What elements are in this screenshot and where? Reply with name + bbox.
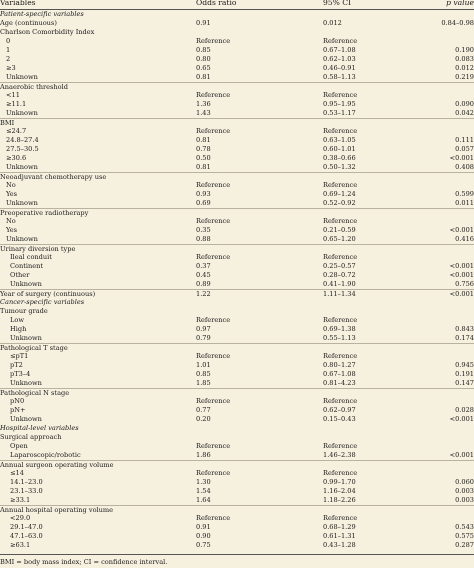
odds-ratio-cell: 1.64 bbox=[196, 496, 211, 504]
header-odds-ratio: Odds ratio bbox=[196, 0, 237, 7]
odds-ratio-cell: 0.37 bbox=[196, 262, 211, 270]
row-label: Unknown bbox=[6, 199, 38, 207]
row-label: Continent bbox=[10, 262, 44, 270]
table-row bbox=[0, 136, 474, 145]
row-label: Charlson Comorbidity Index bbox=[0, 28, 95, 36]
odds-ratio-cell: Reference bbox=[196, 127, 231, 135]
table-row bbox=[0, 235, 474, 244]
ci-cell: 0.28–0.72 bbox=[323, 271, 356, 279]
table-row bbox=[0, 262, 474, 271]
p-value-cell: <0.001 bbox=[449, 451, 474, 459]
table-row bbox=[0, 109, 474, 118]
p-value-cell: 0.84–0.98 bbox=[441, 19, 474, 27]
odds-ratio-cell: 0.91 bbox=[196, 19, 211, 27]
row-label: 1 bbox=[6, 46, 11, 54]
p-value-cell: <0.001 bbox=[449, 262, 474, 270]
ci-cell: Reference bbox=[323, 514, 358, 522]
table-row bbox=[0, 46, 474, 55]
ci-cell: Reference bbox=[323, 352, 358, 360]
row-label: Preoperative radiotherapy bbox=[0, 209, 89, 217]
row-label: Year of surgery (continuous) bbox=[0, 290, 96, 298]
ci-cell: Reference bbox=[323, 253, 358, 261]
row-label: Unknown bbox=[6, 73, 38, 81]
ci-cell: 0.62–1.03 bbox=[323, 55, 356, 63]
table-row bbox=[0, 541, 474, 550]
odds-ratio-cell: 0.89 bbox=[196, 280, 211, 288]
table-row bbox=[0, 154, 474, 163]
row-label: ≥11.1 bbox=[6, 100, 27, 108]
odds-ratio-cell: 1.22 bbox=[196, 290, 211, 298]
table-row bbox=[0, 424, 474, 433]
table-row bbox=[0, 316, 474, 325]
ci-cell: 0.69–1.38 bbox=[323, 325, 356, 333]
ci-cell: 0.63–1.05 bbox=[323, 136, 356, 144]
row-label: Age (continuous) bbox=[0, 19, 57, 27]
odds-ratio-cell: Reference bbox=[196, 514, 231, 522]
ci-cell: 0.67–1.08 bbox=[323, 370, 356, 378]
row-label: Surgical approach bbox=[0, 433, 62, 441]
odds-ratio-cell: Reference bbox=[196, 217, 231, 225]
row-label: 47.1–63.0 bbox=[10, 532, 43, 540]
table-row bbox=[0, 226, 474, 235]
row-label: pT2 bbox=[10, 361, 23, 369]
table-row bbox=[0, 532, 474, 541]
ci-cell: Reference bbox=[323, 442, 358, 450]
row-label: Annual hospital operating volume bbox=[0, 506, 114, 514]
row-label: ≥63.1 bbox=[10, 541, 31, 549]
table-row bbox=[0, 280, 474, 289]
odds-ratio-cell: 0.20 bbox=[196, 415, 211, 423]
p-value-cell: 0.287 bbox=[455, 541, 474, 549]
row-label: Laparoscopic/robotic bbox=[10, 451, 81, 459]
table-row bbox=[0, 100, 474, 109]
p-value-cell: 0.843 bbox=[455, 325, 474, 333]
table-row bbox=[0, 37, 474, 46]
odds-ratio-cell: 0.90 bbox=[196, 532, 211, 540]
row-label: BMI bbox=[0, 119, 15, 127]
odds-ratio-cell: Reference bbox=[196, 253, 231, 261]
ci-cell: 0.52–0.92 bbox=[323, 199, 356, 207]
odds-ratio-cell: Reference bbox=[196, 469, 231, 477]
ci-cell: 0.50–1.32 bbox=[323, 163, 356, 171]
ci-cell: 0.41–1.90 bbox=[323, 280, 356, 288]
p-value-cell: 0.575 bbox=[455, 532, 474, 540]
p-value-cell: 0.083 bbox=[455, 55, 474, 63]
ci-cell: 0.67–1.08 bbox=[323, 46, 356, 54]
ci-cell: 0.65–1.20 bbox=[323, 235, 356, 243]
row-label: ≥33.1 bbox=[10, 496, 31, 504]
row-label: Unknown bbox=[10, 334, 42, 342]
odds-ratio-cell: 1.36 bbox=[196, 100, 211, 108]
table-row bbox=[0, 451, 474, 460]
row-label: Pathological N stage bbox=[0, 389, 70, 397]
ci-cell: 0.69–1.24 bbox=[323, 190, 356, 198]
row-label: Anaerobic threshold bbox=[0, 83, 68, 91]
ci-cell: 0.68–1.29 bbox=[323, 523, 356, 531]
row-label: Low bbox=[10, 316, 24, 324]
table-row bbox=[0, 469, 474, 478]
odds-ratio-cell: 0.97 bbox=[196, 325, 211, 333]
p-value-cell: <0.001 bbox=[449, 271, 474, 279]
table-row bbox=[0, 478, 474, 487]
row-label: Patient-specific variables bbox=[0, 10, 84, 18]
ci-cell: 1.11–1.34 bbox=[323, 290, 356, 298]
row-label: ≥30.6 bbox=[6, 154, 27, 162]
p-value-cell: 0.042 bbox=[455, 109, 474, 117]
header-p-value: p value bbox=[446, 0, 474, 7]
odds-ratio-cell: 0.69 bbox=[196, 199, 211, 207]
ci-cell: 0.61–1.31 bbox=[323, 532, 356, 540]
table-row bbox=[0, 163, 474, 172]
odds-ratio-cell: 1.01 bbox=[196, 361, 211, 369]
table-row bbox=[0, 181, 474, 190]
table-row bbox=[0, 217, 474, 226]
p-value-cell: 0.219 bbox=[455, 73, 474, 81]
p-value-cell: 0.543 bbox=[455, 523, 474, 531]
row-label: ≤pT1 bbox=[10, 352, 29, 360]
table-row bbox=[0, 370, 474, 379]
ci-cell: Reference bbox=[323, 469, 358, 477]
odds-ratio-cell: 0.35 bbox=[196, 226, 211, 234]
table-row bbox=[0, 55, 474, 64]
ci-cell: 0.46–0.91 bbox=[323, 64, 356, 72]
row-label: <29.0 bbox=[10, 514, 31, 522]
row-label: Unknown bbox=[10, 280, 42, 288]
table-row bbox=[0, 514, 474, 523]
row-label: Unknown bbox=[6, 163, 38, 171]
p-value-cell: 0.090 bbox=[455, 100, 474, 108]
row-label: 24.8–27.4 bbox=[6, 136, 39, 144]
row-label: <11 bbox=[6, 91, 20, 99]
row-label: Hospital-level variables bbox=[0, 424, 79, 432]
row-label: Neoadjuvant chemotherapy use bbox=[0, 173, 107, 181]
p-value-cell: 0.599 bbox=[455, 190, 474, 198]
row-label: pT3–4 bbox=[10, 370, 31, 378]
odds-ratio-cell: Reference bbox=[196, 397, 231, 405]
odds-ratio-cell: 0.93 bbox=[196, 190, 211, 198]
p-value-cell: 0.111 bbox=[455, 136, 474, 144]
odds-ratio-cell: 0.77 bbox=[196, 406, 211, 414]
row-label: pN0 bbox=[10, 397, 25, 405]
table-row bbox=[0, 73, 474, 82]
row-label: 0 bbox=[6, 37, 11, 45]
ci-cell: 1.46–2.38 bbox=[323, 451, 356, 459]
table-row bbox=[0, 334, 474, 343]
p-value-cell: 0.408 bbox=[455, 163, 474, 171]
p-value-cell: 0.003 bbox=[455, 487, 474, 495]
p-value-cell: <0.001 bbox=[449, 290, 474, 298]
ci-cell: 0.58–1.13 bbox=[323, 73, 356, 81]
ci-cell: 0.15–0.43 bbox=[323, 415, 356, 423]
odds-ratio-cell: 1.86 bbox=[196, 451, 211, 459]
table-row bbox=[0, 406, 474, 415]
odds-ratio-cell: 0.50 bbox=[196, 154, 211, 162]
ci-cell: 0.62–0.97 bbox=[323, 406, 356, 414]
ci-cell: 1.18–2.26 bbox=[323, 496, 356, 504]
table-row bbox=[0, 127, 474, 136]
p-value-cell: 0.028 bbox=[455, 406, 474, 414]
row-label: 2 bbox=[6, 55, 11, 63]
ci-cell: Reference bbox=[323, 316, 358, 324]
table-row bbox=[0, 199, 474, 208]
row-label: 14.1–23.0 bbox=[10, 478, 43, 486]
odds-ratio-cell: 0.65 bbox=[196, 64, 211, 72]
p-value-cell: <0.001 bbox=[449, 415, 474, 423]
row-label: Unknown bbox=[6, 235, 38, 243]
table-footnote: BMI = body mass index; CI = confidence interval. bbox=[0, 558, 168, 566]
odds-ratio-cell: 0.85 bbox=[196, 370, 211, 378]
table-row bbox=[0, 307, 474, 316]
table-row bbox=[0, 10, 474, 19]
row-label: ≤24.7 bbox=[6, 127, 27, 135]
ci-cell: Reference bbox=[323, 217, 358, 225]
table-row bbox=[0, 433, 474, 442]
table-row bbox=[0, 28, 474, 37]
table-row bbox=[0, 325, 474, 334]
odds-ratio-cell: 1.54 bbox=[196, 487, 211, 495]
p-value-cell: 0.190 bbox=[455, 46, 474, 54]
ci-cell: 0.81–4.23 bbox=[323, 379, 356, 387]
p-value-cell: 0.057 bbox=[455, 145, 474, 153]
odds-ratio-cell: Reference bbox=[196, 37, 231, 45]
row-label: Yes bbox=[6, 190, 18, 198]
odds-ratio-cell: Reference bbox=[196, 181, 231, 189]
header-variables: Variables bbox=[0, 0, 36, 7]
p-value-cell: 0.003 bbox=[455, 496, 474, 504]
p-value-cell: 0.012 bbox=[455, 64, 474, 72]
table-row bbox=[0, 397, 474, 406]
odds-ratio-cell: 1.85 bbox=[196, 379, 211, 387]
row-label: Unknown bbox=[6, 109, 38, 117]
row-label: High bbox=[10, 325, 27, 333]
row-label: Urinary diversion type bbox=[0, 245, 76, 253]
ci-cell: 0.80–1.27 bbox=[323, 361, 356, 369]
p-value-cell: 0.174 bbox=[455, 334, 474, 342]
ci-cell: 0.38–0.66 bbox=[323, 154, 356, 162]
row-label: pN+ bbox=[10, 406, 26, 414]
p-value-cell: 0.416 bbox=[455, 235, 474, 243]
table-row bbox=[0, 379, 474, 388]
table-row bbox=[0, 253, 474, 262]
table-row bbox=[0, 523, 474, 532]
ci-cell: Reference bbox=[323, 181, 358, 189]
row-label: Annual surgeon operating volume bbox=[0, 461, 114, 469]
odds-ratio-cell: 0.85 bbox=[196, 46, 211, 54]
table-row bbox=[0, 91, 474, 100]
ci-cell: 0.95–1.95 bbox=[323, 100, 356, 108]
odds-ratio-cell: 0.91 bbox=[196, 523, 211, 531]
table-row bbox=[0, 352, 474, 361]
row-label: ≥3 bbox=[6, 64, 16, 72]
row-label: Tumour grade bbox=[0, 307, 48, 315]
row-label: No bbox=[6, 181, 16, 189]
row-label: Pathological T stage bbox=[0, 344, 68, 352]
odds-ratio-cell: 0.80 bbox=[196, 55, 211, 63]
row-label: Other bbox=[10, 271, 30, 279]
p-value-cell: <0.001 bbox=[449, 226, 474, 234]
table-row bbox=[0, 64, 474, 73]
odds-ratio-cell: Reference bbox=[196, 91, 231, 99]
odds-ratio-cell: 0.88 bbox=[196, 235, 211, 243]
odds-ratio-cell: Reference bbox=[196, 316, 231, 324]
p-value-cell: 0.945 bbox=[455, 361, 474, 369]
ci-cell: 0.55–1.13 bbox=[323, 334, 356, 342]
p-value-cell: 0.147 bbox=[455, 379, 474, 387]
table-row bbox=[0, 361, 474, 370]
odds-ratio-cell: 1.43 bbox=[196, 109, 211, 117]
table-row bbox=[0, 271, 474, 280]
p-value-cell: 0.011 bbox=[455, 199, 474, 207]
row-label: Unknown bbox=[10, 415, 42, 423]
row-label: 23.1–33.0 bbox=[10, 487, 43, 495]
odds-ratio-cell: Reference bbox=[196, 352, 231, 360]
ci-cell: 0.012 bbox=[323, 19, 342, 27]
ci-cell: 0.53–1.17 bbox=[323, 109, 356, 117]
row-label: 27.5–30.5 bbox=[6, 145, 39, 153]
row-label: No bbox=[6, 217, 16, 225]
odds-ratio-cell: 0.81 bbox=[196, 163, 211, 171]
table-row bbox=[0, 145, 474, 154]
p-value-cell: 0.756 bbox=[455, 280, 474, 288]
p-value-cell: <0.001 bbox=[449, 154, 474, 162]
odds-ratio-cell: 0.81 bbox=[196, 73, 211, 81]
odds-ratio-cell: 1.30 bbox=[196, 478, 211, 486]
header-confidence-interval: 95% CI bbox=[323, 0, 352, 7]
table-row bbox=[0, 298, 474, 307]
row-label: 29.1–47.0 bbox=[10, 523, 43, 531]
ci-cell: Reference bbox=[323, 91, 358, 99]
ci-cell: 0.43–1.28 bbox=[323, 541, 356, 549]
odds-ratio-cell: 0.78 bbox=[196, 145, 211, 153]
row-label: Cancer-specific variables bbox=[0, 298, 85, 306]
ci-cell: 0.99–1.70 bbox=[323, 478, 356, 486]
table-row bbox=[0, 496, 474, 505]
ci-cell: 1.16–2.04 bbox=[323, 487, 356, 495]
table-row bbox=[0, 190, 474, 199]
p-value-cell: 0.191 bbox=[455, 370, 474, 378]
ci-cell: 0.25–0.57 bbox=[323, 262, 356, 270]
odds-ratio-cell: Reference bbox=[196, 442, 231, 450]
p-value-cell: 0.060 bbox=[455, 478, 474, 486]
table-footnote-bar bbox=[0, 554, 474, 568]
row-label: Ileal conduit bbox=[10, 253, 52, 261]
ci-cell: Reference bbox=[323, 397, 358, 405]
odds-ratio-cell: 0.45 bbox=[196, 271, 211, 279]
ci-cell: 0.21–0.59 bbox=[323, 226, 356, 234]
row-label: Open bbox=[10, 442, 28, 450]
odds-ratio-cell: 0.79 bbox=[196, 334, 211, 342]
table-row bbox=[0, 487, 474, 496]
odds-ratio-cell: 0.81 bbox=[196, 136, 211, 144]
ci-cell: Reference bbox=[323, 37, 358, 45]
row-label: ≤14 bbox=[10, 469, 24, 477]
odds-ratio-cell: 0.75 bbox=[196, 541, 211, 549]
row-label: Yes bbox=[6, 226, 18, 234]
ci-cell: 0.60–1.01 bbox=[323, 145, 356, 153]
ci-cell: Reference bbox=[323, 127, 358, 135]
row-label: Unknown bbox=[10, 379, 42, 387]
